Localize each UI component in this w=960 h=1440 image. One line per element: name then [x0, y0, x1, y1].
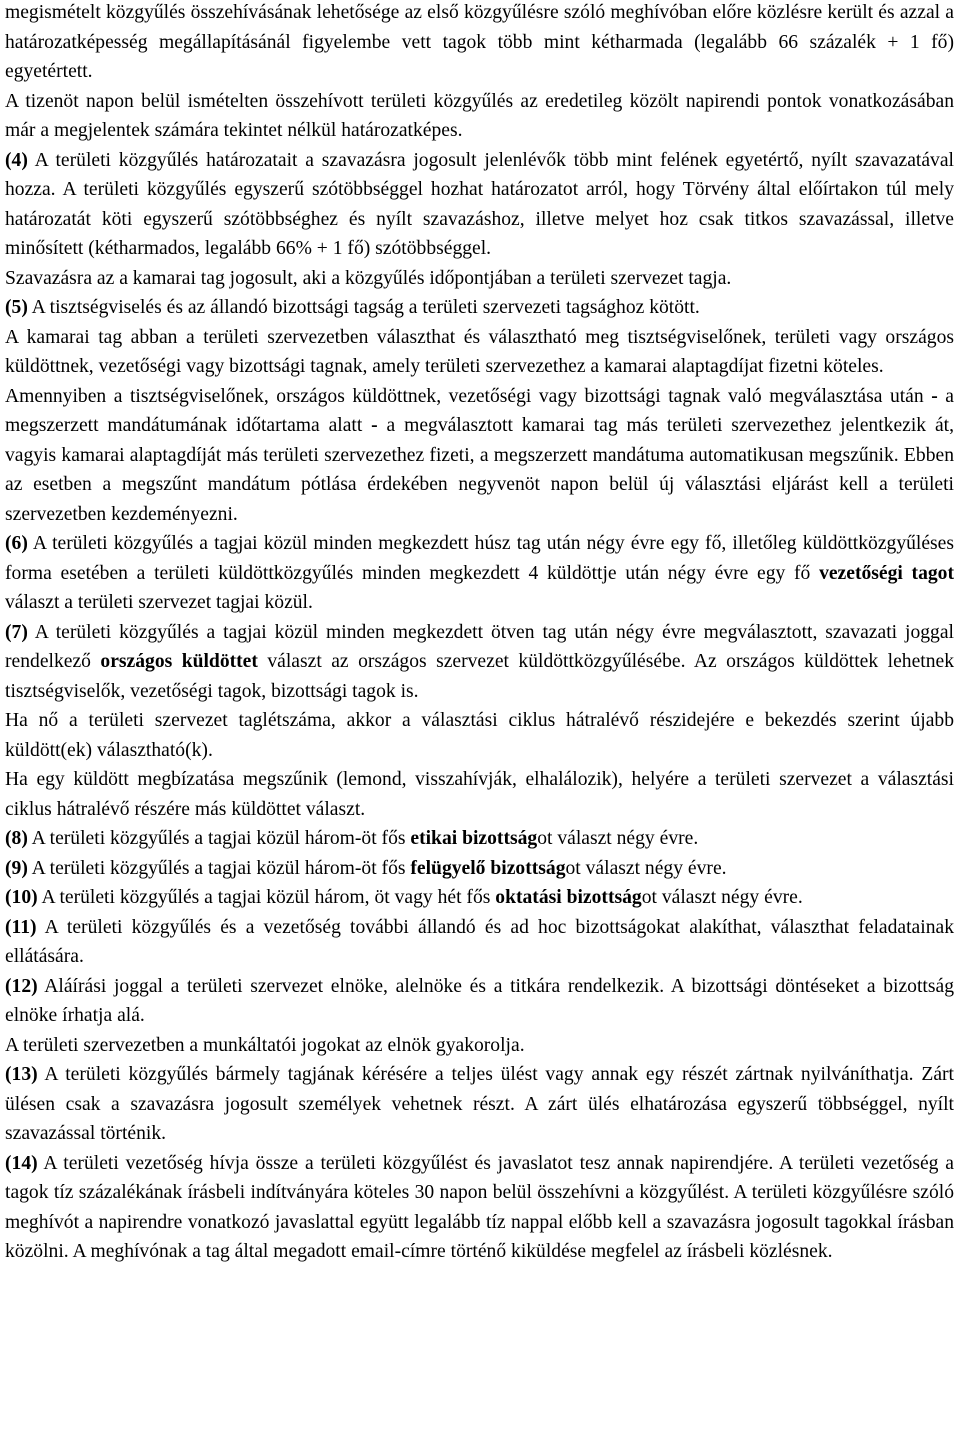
emphasized-term: -: [931, 385, 938, 407]
paragraph: [5, 972, 954, 1031]
paragraph: [5, 1149, 954, 1267]
paragraph-text: ot választ négy évre.: [641, 887, 803, 908]
paragraph-text: megismételt közgyűlés összehívásának lehetősége az első közgyűlésre szóló meghívóban előre közlésre került és azzal a határozatképesség megállapításánál figyelembe vett tagok több mint kétharmada (legalább 66 százalék + 1 fő) egyetértett.: [5, 2, 954, 82]
paragraph: [5, 913, 954, 972]
paragraph-text: A területi szervezetben a munkáltatói jogokat az elnök gyakorolja.: [5, 1034, 525, 1056]
paragraph-text: ot választ négy évre.: [537, 828, 699, 849]
paragraph-text: A tizenöt napon belül ismételten összehívott területi közgyűlés az eredetileg közölt napirendi pontok vonatkozásában már a megjelentek számára tekintet nélkül határozatképes.: [5, 90, 954, 141]
section-number: (8): [5, 828, 28, 849]
section-number: (7): [5, 621, 28, 643]
section-number: (13): [5, 1064, 38, 1085]
paragraph-text: A területi közgyűlés a tagjai közül három-öt fős: [27, 857, 411, 879]
paragraph: [5, 529, 954, 618]
paragraph: [5, 765, 954, 824]
paragraph: [5, 854, 954, 884]
emphasized-term: vezetőségi tagot: [819, 562, 954, 584]
section-number: (6): [5, 533, 28, 554]
emphasized-term: országos küldöttet: [100, 651, 258, 672]
paragraph-text: ot választ négy évre.: [565, 857, 727, 879]
paragraph: [5, 87, 954, 146]
paragraph-text: A tisztségviselés és az állandó bizottsági tagság a területi szervezeti tagsághoz kötött.: [27, 297, 700, 318]
emphasized-term: felügyelő bizottság: [410, 857, 566, 879]
paragraph-text: A kamarai tag abban a területi szervezetben választhat és választható meg tisztségviselőnek, területi vagy országos küldöttnek, vezetőségi vagy bizottsági tagnak, amely területi szervezethez a kamarai alaptagdíjat fizetni köteles.: [5, 326, 954, 377]
paragraph-text: Amennyiben a tisztségviselőnek, országos küldöttnek, vezetőségi vagy bizottsági tagnak való megválasztása után: [5, 385, 932, 407]
section-number: (11): [5, 916, 37, 938]
paragraph-text: Ha nő a területi szervezet taglétszáma, akkor a választási ciklus hátralévő részidejére e bekezdés szerint újabb küldött(ek) választható(k).: [5, 710, 954, 761]
emphasized-term: etikai bizottság: [410, 828, 538, 849]
section-number: (12): [5, 975, 38, 997]
paragraph-text: Ha egy küldött megbízatása megszűnik (lemond, visszahívják, elhalálozik), helyére a területi szervezet a választási ciklus hátralévő részére más küldöttet választ.: [5, 769, 954, 820]
emphasized-term: -: [371, 415, 378, 436]
section-number: (14): [5, 1152, 38, 1174]
paragraph-text: a megválasztott kamarai tag más területi szervezethez jelentkezik át, vagyis kamarai alaptagdíját más területi szervezethez fizeti, a megszerzett mandátuma automatikusan megszűnik. Ebben az esetben a megszűnt mandátum pótlása érdekében negyvenöt napon belül új választási eljárást kell a területi szervezetben kezdeményezni.: [5, 415, 954, 525]
section-number: (5): [5, 297, 28, 318]
paragraph: [5, 883, 954, 913]
paragraph: [5, 618, 954, 707]
paragraph-text: A területi vezetőség hívja össze a területi közgyűlést és javaslatot tesz annak napirendjére. A területi vezetőség a tagok tíz százalékának írásbeli indítványára köteles 30 napon belül összehívni a közgyűlést. A területi közgyűlésre szóló meghívót a napirendre vonatkozó javaslattal együtt legalább tíz nappal előbb kell a szavazásra jogosult tagokkal írásban közölni. A meghívónak a tag által megadott email-címre történő kiküldése megfelel az írásbeli közlésnek.: [5, 1152, 954, 1262]
paragraph-text: A területi közgyűlés a tagjai közül minden megkezdett ötven tag után négy évre megválasztott, szavazati joggal rendelkező: [5, 621, 954, 672]
paragraph-text: A területi közgyűlés bármely tagjának kérésére a teljes ülést vagy annak egy részét zártnak nyilváníthatja. Zárt ülésen csak a szavazásra jogosult személyek vehetnek részt. A zárt ülés elhatározása egyszerű többséggel, nyílt szavazással történik.: [5, 1064, 954, 1144]
paragraph-text: Szavazásra az a kamarai tag jogosult, aki a közgyűlés időpontjában a területi szervezet tagja.: [5, 267, 732, 289]
section-number: (9): [5, 857, 28, 879]
paragraph-text: választ a területi szervezet tagjai közül.: [5, 592, 313, 613]
paragraph-text: választ az országos szervezet küldöttközgyűlésébe. Az országos küldöttek lehetnek tisztségviselők, vezetőségi tagok, bizottsági tagok is.: [5, 651, 955, 702]
paragraph: [5, 146, 954, 264]
paragraph-text: A területi közgyűlés és a vezetőség további állandó és ad hoc bizottságokat alakíthat, választhat feladatainak ellátására.: [5, 916, 954, 967]
paragraph-text: A területi közgyűlés a tagjai közül három-öt fős: [27, 828, 411, 849]
emphasized-term: oktatási bizottság: [495, 887, 642, 908]
paragraph-text: A területi közgyűlés határozatait a szavazásra jogosult jelenlévők több mint felének egyetértő, nyílt szavazatával hozza. A területi közgyűlés egyszerű szótöbbséggel hozhat határozatot arról, hogy Törvény által előírtakon túl mely határozatát köti egyszerű szótöbbséghez és nyílt szavazáshoz, illetve melyet hoz csak titkos szavazással, illetve minősített (kétharmados, legalább 66% + 1 fő) szótöbbséggel.: [5, 149, 954, 259]
paragraph: [5, 1031, 954, 1061]
paragraph: [5, 382, 954, 530]
paragraph: [5, 293, 954, 323]
paragraph-text: a megszerzett mandátumának időtartama alatt: [5, 385, 954, 436]
paragraph-text: A területi közgyűlés a tagjai közül minden megkezdett húsz tag után négy évre egy fő, illetőleg küldöttközgyűléses forma esetében a területi küldöttközgyűlés minden megkezdett 4 küldöttje után négy évre egy fő: [5, 533, 954, 584]
paragraph: [5, 824, 954, 854]
paragraph-text: Aláírási joggal a területi szervezet elnöke, alelnöke és a titkára rendelkezik. A bizottsági döntéseket a bizottság elnöke írhatja alá.: [5, 975, 954, 1026]
section-number: (4): [5, 149, 28, 171]
paragraph-text: A területi közgyűlés a tagjai közül három, öt vagy hét fős: [37, 887, 496, 908]
paragraph: [5, 0, 954, 87]
paragraph: [5, 264, 954, 294]
paragraph: [5, 706, 954, 765]
paragraph: [5, 323, 954, 382]
section-number: (10): [5, 887, 38, 908]
paragraph: [5, 1060, 954, 1149]
